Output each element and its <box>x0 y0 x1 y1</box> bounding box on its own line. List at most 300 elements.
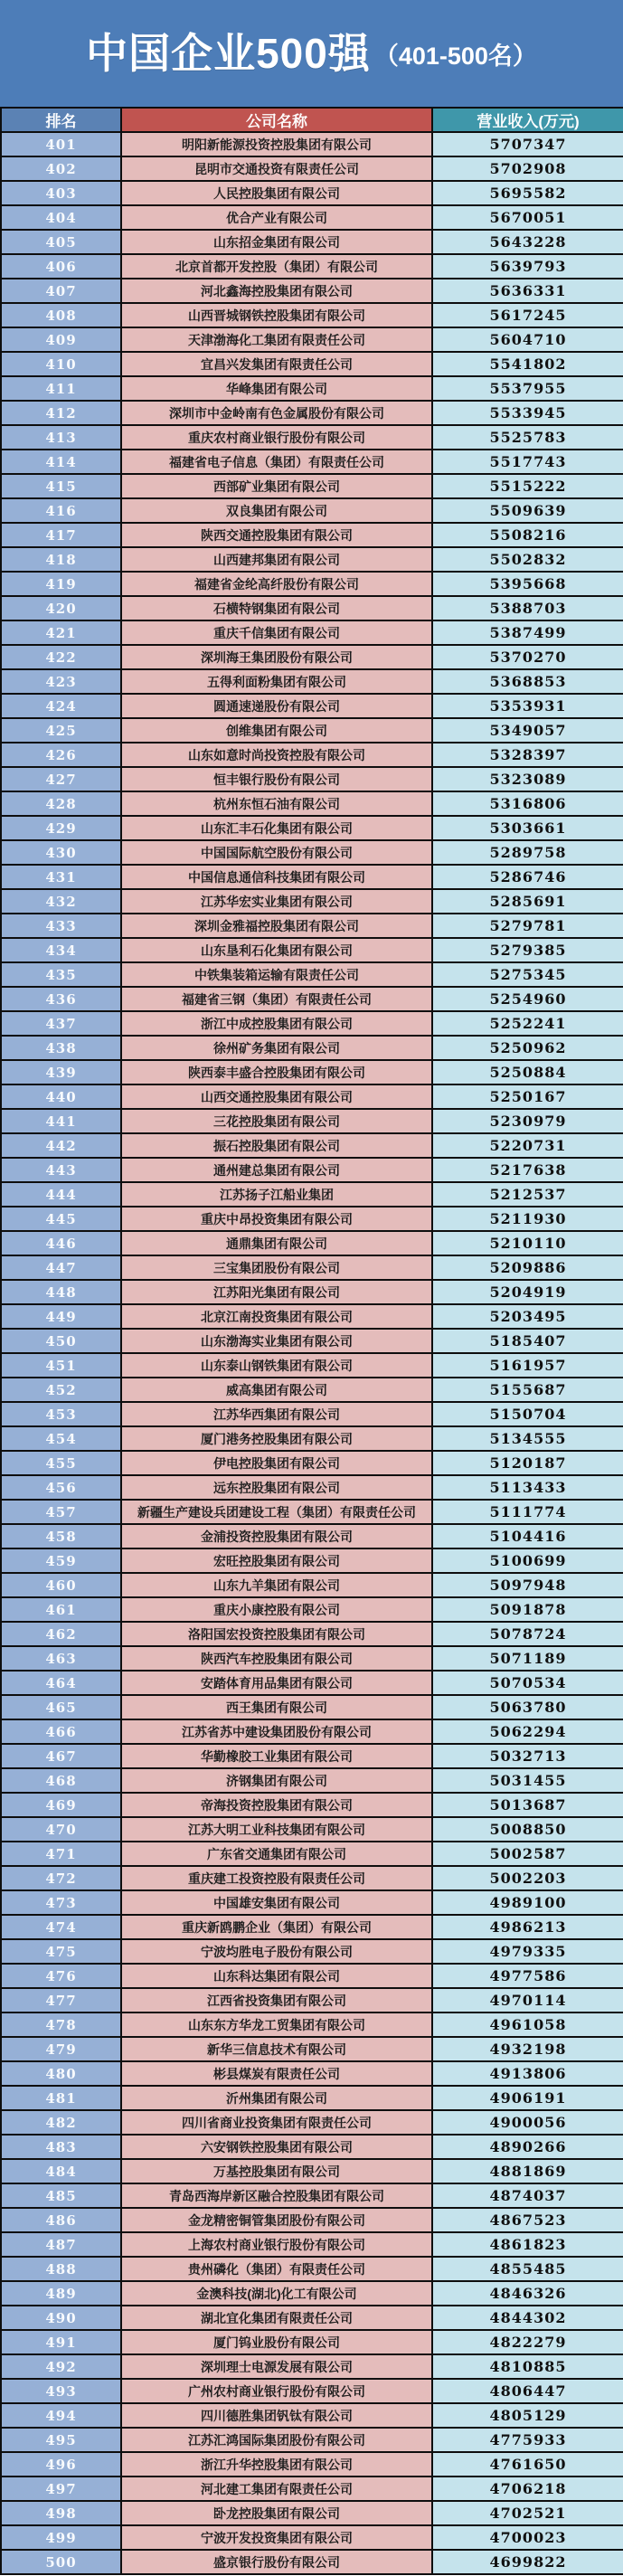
company-cell: 恒丰银行股份有限公司 <box>121 767 432 791</box>
table-row <box>1 1939 623 1964</box>
table-row <box>1 279 623 303</box>
rank-cell: 498 <box>1 2501 121 2525</box>
rank-cell: 409 <box>1 327 121 352</box>
rank-cell: 492 <box>1 2354 121 2379</box>
revenue-cell: 5091878 <box>432 1597 623 1622</box>
table-row <box>1 230 623 254</box>
company-cell: 广州农村商业银行股份有限公司 <box>121 2379 432 2403</box>
table-row <box>1 572 623 596</box>
rank-cell: 418 <box>1 547 121 572</box>
rank-cell: 433 <box>1 914 121 938</box>
revenue-cell: 5279385 <box>432 938 623 962</box>
company-cell: 深圳市中金岭南有色金属股份有限公司 <box>121 401 432 425</box>
revenue-cell: 5062294 <box>432 1719 623 1744</box>
company-cell: 陕西交通控股集团有限公司 <box>121 523 432 547</box>
rank-cell: 474 <box>1 1915 121 1939</box>
revenue-cell: 4970114 <box>432 1988 623 2012</box>
company-cell: 中国国际航空股份有限公司 <box>121 840 432 865</box>
company-cell: 深圳海王集团股份有限公司 <box>121 645 432 669</box>
revenue-cell: 5155687 <box>432 1378 623 1402</box>
revenue-cell: 5636331 <box>432 279 623 303</box>
revenue-cell: 5353931 <box>432 694 623 718</box>
table-row <box>1 1109 623 1133</box>
rank-cell: 460 <box>1 1573 121 1597</box>
table-row <box>1 181 623 205</box>
revenue-cell: 5134555 <box>432 1426 623 1451</box>
revenue-cell: 4881869 <box>432 2159 623 2183</box>
company-cell: 山西建邦集团有限公司 <box>121 547 432 572</box>
company-cell: 万基控股集团有限公司 <box>121 2159 432 2183</box>
company-cell: 山东招金集团有限公司 <box>121 230 432 254</box>
revenue-cell: 5349057 <box>432 718 623 743</box>
title-banner <box>0 0 623 107</box>
revenue-cell: 5097948 <box>432 1573 623 1597</box>
revenue-cell: 4806447 <box>432 2379 623 2403</box>
rank-cell: 403 <box>1 181 121 205</box>
table-row <box>1 327 623 352</box>
company-cell: 徐州矿务集团有限公司 <box>121 1036 432 1060</box>
company-cell: 江苏省苏中建设集团股份有限公司 <box>121 1719 432 1744</box>
revenue-cell: 4961058 <box>432 2012 623 2037</box>
rank-cell: 421 <box>1 620 121 645</box>
rank-cell: 471 <box>1 1842 121 1866</box>
company-cell: 山西晋城钢铁控股集团有限公司 <box>121 303 432 327</box>
table-row <box>1 2208 623 2232</box>
company-cell: 福建省三钢（集团）有限责任公司 <box>121 987 432 1011</box>
revenue-cell: 5537955 <box>432 376 623 401</box>
table-row <box>1 1915 623 1939</box>
rank-cell: 408 <box>1 303 121 327</box>
table-row <box>1 1158 623 1182</box>
company-cell: 江苏阳光集团有限公司 <box>121 1280 432 1304</box>
company-cell: 振石控股集团有限公司 <box>121 1133 432 1158</box>
rank-cell: 468 <box>1 1768 121 1793</box>
table-row <box>1 425 623 450</box>
company-cell: 宁波均胜电子股份有限公司 <box>121 1939 432 1964</box>
rank-cell: 444 <box>1 1182 121 1207</box>
revenue-cell: 5695582 <box>432 181 623 205</box>
revenue-cell: 4846326 <box>432 2281 623 2306</box>
company-cell: 华勤橡胶工业集团有限公司 <box>121 1744 432 1768</box>
table-row <box>1 303 623 327</box>
revenue-cell: 4855485 <box>432 2257 623 2281</box>
revenue-cell: 5203495 <box>432 1304 623 1329</box>
company-cell: 通鼎集团有限公司 <box>121 1231 432 1255</box>
table-row <box>1 352 623 376</box>
revenue-cell: 5008850 <box>432 1817 623 1842</box>
rank-cell: 426 <box>1 743 121 767</box>
rank-cell: 458 <box>1 1524 121 1548</box>
table-row <box>1 620 623 645</box>
rank-cell: 483 <box>1 2135 121 2159</box>
revenue-cell: 5113433 <box>432 1475 623 1500</box>
company-cell: 陕西泰丰盛合控股集团有限公司 <box>121 1060 432 1084</box>
table-row <box>1 1817 623 1842</box>
rank-cell: 478 <box>1 2012 121 2037</box>
table-row <box>1 889 623 914</box>
rank-cell: 435 <box>1 962 121 987</box>
revenue-cell: 5328397 <box>432 743 623 767</box>
table-row <box>1 2354 623 2379</box>
company-cell: 北京江南投资集团有限公司 <box>121 1304 432 1329</box>
rank-cell: 490 <box>1 2306 121 2330</box>
revenue-cell: 4700023 <box>432 2525 623 2550</box>
company-cell: 明阳新能源投资控股集团有限公司 <box>121 132 432 156</box>
company-cell: 昆明市交通投资有限责任公司 <box>121 156 432 181</box>
company-cell: 重庆中昂投资集团有限公司 <box>121 1207 432 1231</box>
company-cell: 盛京银行股份有限公司 <box>121 2550 432 2574</box>
table-row <box>1 1475 623 1500</box>
company-cell: 北京首都开发控股（集团）有限公司 <box>121 254 432 279</box>
revenue-cell: 5211930 <box>432 1207 623 1231</box>
table-row <box>1 450 623 474</box>
company-cell: 深圳理士电源发展有限公司 <box>121 2354 432 2379</box>
rank-cell: 452 <box>1 1378 121 1402</box>
revenue-cell: 5395668 <box>432 572 623 596</box>
table-row <box>1 132 623 156</box>
rank-cell: 425 <box>1 718 121 743</box>
rank-cell: 496 <box>1 2452 121 2477</box>
company-cell: 厦门钨业股份有限公司 <box>121 2330 432 2354</box>
company-cell: 山东垦利石化集团有限公司 <box>121 938 432 962</box>
table-row <box>1 2183 623 2208</box>
rank-cell: 440 <box>1 1084 121 1109</box>
ranking-table-body <box>1 132 623 2574</box>
company-cell: 江苏华宏实业集团有限公司 <box>121 889 432 914</box>
rank-cell: 429 <box>1 816 121 840</box>
rank-cell: 486 <box>1 2208 121 2232</box>
table-row <box>1 2525 623 2550</box>
company-cell: 三花控股集团有限公司 <box>121 1109 432 1133</box>
company-cell: 浙江升华控股集团有限公司 <box>121 2452 432 2477</box>
revenue-cell: 5541802 <box>432 352 623 376</box>
revenue-cell: 4986213 <box>432 1915 623 1939</box>
rank-cell: 480 <box>1 2061 121 2086</box>
revenue-cell: 5220731 <box>432 1133 623 1158</box>
revenue-cell: 5150704 <box>432 1402 623 1426</box>
rank-cell: 430 <box>1 840 121 865</box>
table-row <box>1 1231 623 1255</box>
revenue-cell: 5254960 <box>432 987 623 1011</box>
rank-cell: 467 <box>1 1744 121 1768</box>
ranking-table <box>0 107 623 2575</box>
revenue-cell: 4874037 <box>432 2183 623 2208</box>
revenue-cell: 5387499 <box>432 620 623 645</box>
company-cell: 重庆千信集团有限公司 <box>121 620 432 645</box>
rank-cell: 405 <box>1 230 121 254</box>
revenue-cell: 5250167 <box>432 1084 623 1109</box>
table-row <box>1 2379 623 2403</box>
company-cell: 五得利面粉集团有限公司 <box>121 669 432 694</box>
table-row <box>1 2086 623 2110</box>
table-row <box>1 401 623 425</box>
table-row <box>1 2159 623 2183</box>
rank-cell: 428 <box>1 791 121 816</box>
revenue-cell: 4822279 <box>432 2330 623 2354</box>
company-cell: 双良集团有限公司 <box>121 498 432 523</box>
rank-cell: 485 <box>1 2183 121 2208</box>
revenue-cell: 5111774 <box>432 1500 623 1524</box>
table-row <box>1 1207 623 1231</box>
rank-cell: 489 <box>1 2281 121 2306</box>
revenue-cell: 4977586 <box>432 1964 623 1988</box>
rank-cell: 441 <box>1 1109 121 1133</box>
revenue-cell: 4702521 <box>432 2501 623 2525</box>
rank-cell: 493 <box>1 2379 121 2403</box>
rank-cell: 495 <box>1 2428 121 2452</box>
company-cell: 洛阳国宏投资控股集团有限公司 <box>121 1622 432 1646</box>
company-cell: 金澳科技(湖北)化工有限公司 <box>121 2281 432 2306</box>
rank-cell: 406 <box>1 254 121 279</box>
revenue-cell: 5070534 <box>432 1671 623 1695</box>
table-row <box>1 1036 623 1060</box>
rank-cell: 437 <box>1 1011 121 1036</box>
table-row <box>1 2428 623 2452</box>
table-row <box>1 1426 623 1451</box>
rank-cell: 491 <box>1 2330 121 2354</box>
revenue-cell: 5204919 <box>432 1280 623 1304</box>
company-cell: 贵州磷化（集团）有限责任公司 <box>121 2257 432 2281</box>
table-row <box>1 1451 623 1475</box>
company-cell: 江苏华西集团有限公司 <box>121 1402 432 1426</box>
revenue-cell: 5120187 <box>432 1451 623 1475</box>
table-row <box>1 547 623 572</box>
table-row <box>1 156 623 181</box>
table-row <box>1 2501 623 2525</box>
rank-cell: 476 <box>1 1964 121 1988</box>
table-row <box>1 1988 623 2012</box>
revenue-cell: 5250962 <box>432 1036 623 1060</box>
table-row <box>1 1890 623 1915</box>
company-cell: 金龙精密铜管集团股份有限公司 <box>121 2208 432 2232</box>
company-cell: 山东如意时尚投资控股有限公司 <box>121 743 432 767</box>
company-cell: 天津渤海化工集团有限责任公司 <box>121 327 432 352</box>
rank-cell: 479 <box>1 2037 121 2061</box>
rank-cell: 420 <box>1 596 121 620</box>
company-column-header: 公司名称 <box>121 108 432 132</box>
rank-cell: 466 <box>1 1719 121 1744</box>
company-cell: 沂州集团有限公司 <box>121 2086 432 2110</box>
revenue-cell: 5250884 <box>432 1060 623 1084</box>
rank-cell: 473 <box>1 1890 121 1915</box>
table-row <box>1 1182 623 1207</box>
table-row <box>1 2012 623 2037</box>
revenue-cell: 5670051 <box>432 205 623 230</box>
table-row <box>1 1280 623 1304</box>
rank-cell: 465 <box>1 1695 121 1719</box>
table-row <box>1 474 623 498</box>
table-row <box>1 1695 623 1719</box>
table-row <box>1 523 623 547</box>
table-row <box>1 1255 623 1280</box>
company-cell: 中国信息通信科技集团有限公司 <box>121 865 432 889</box>
header-row <box>1 108 623 132</box>
company-cell: 山东科达集团有限公司 <box>121 1964 432 1988</box>
company-cell: 宜昌兴发集团有限责任公司 <box>121 352 432 376</box>
revenue-column-header: 营业收入(万元) <box>432 108 623 132</box>
revenue-cell: 4810885 <box>432 2354 623 2379</box>
revenue-cell: 5002203 <box>432 1866 623 1890</box>
page-title: 中国企业500强 <box>86 30 371 77</box>
company-cell: 陕西汽车控股集团有限公司 <box>121 1646 432 1671</box>
company-cell: 重庆农村商业银行股份有限公司 <box>121 425 432 450</box>
company-cell: 山东渤海实业集团有限公司 <box>121 1329 432 1353</box>
rank-cell: 401 <box>1 132 121 156</box>
revenue-cell: 5388703 <box>432 596 623 620</box>
table-row <box>1 743 623 767</box>
company-cell: 六安钢铁控股集团有限公司 <box>121 2135 432 2159</box>
company-cell: 江苏汇鸿国际集团股份有限公司 <box>121 2428 432 2452</box>
table-row <box>1 1597 623 1622</box>
revenue-cell: 5100699 <box>432 1548 623 1573</box>
rank-cell: 472 <box>1 1866 121 1890</box>
table-row <box>1 254 623 279</box>
revenue-cell: 4979335 <box>432 1939 623 1964</box>
table-row <box>1 2135 623 2159</box>
revenue-cell: 5031455 <box>432 1768 623 1793</box>
rank-cell: 412 <box>1 401 121 425</box>
table-row <box>1 1622 623 1646</box>
rank-cell: 427 <box>1 767 121 791</box>
revenue-cell: 5002587 <box>432 1842 623 1866</box>
company-cell: 人民控股集团有限公司 <box>121 181 432 205</box>
rank-cell: 499 <box>1 2525 121 2550</box>
table-row <box>1 1768 623 1793</box>
revenue-cell: 5643228 <box>432 230 623 254</box>
company-cell: 金浦投资控股集团有限公司 <box>121 1524 432 1548</box>
company-cell: 湖北宜化集团有限责任公司 <box>121 2306 432 2330</box>
table-row <box>1 2037 623 2061</box>
company-cell: 重庆新鸥鹏企业（集团）有限公司 <box>121 1915 432 1939</box>
table-row <box>1 718 623 743</box>
table-row <box>1 2550 623 2574</box>
company-cell: 江苏大明工业科技集团有限公司 <box>121 1817 432 1842</box>
revenue-cell: 4989100 <box>432 1890 623 1915</box>
rank-cell: 410 <box>1 352 121 376</box>
rank-cell: 438 <box>1 1036 121 1060</box>
rank-cell: 462 <box>1 1622 121 1646</box>
rank-cell: 464 <box>1 1671 121 1695</box>
table-row <box>1 2452 623 2477</box>
rank-cell: 449 <box>1 1304 121 1329</box>
company-cell: 西王集团有限公司 <box>121 1695 432 1719</box>
rank-cell: 416 <box>1 498 121 523</box>
company-cell: 浙江中成控股集团有限公司 <box>121 1011 432 1036</box>
rank-cell: 414 <box>1 450 121 474</box>
revenue-cell: 5013687 <box>432 1793 623 1817</box>
rank-cell: 454 <box>1 1426 121 1451</box>
revenue-cell: 5279781 <box>432 914 623 938</box>
rank-cell: 455 <box>1 1451 121 1475</box>
table-row <box>1 1329 623 1353</box>
table-row <box>1 1548 623 1573</box>
company-cell: 宁波开发投资集团有限公司 <box>121 2525 432 2550</box>
company-cell: 江西省投资集团有限公司 <box>121 1988 432 2012</box>
rank-cell: 488 <box>1 2257 121 2281</box>
company-cell: 济钢集团有限公司 <box>121 1768 432 1793</box>
table-row <box>1 791 623 816</box>
revenue-cell: 4890266 <box>432 2135 623 2159</box>
rank-cell: 415 <box>1 474 121 498</box>
revenue-cell: 5161957 <box>432 1353 623 1378</box>
revenue-cell: 5323089 <box>432 767 623 791</box>
rank-cell: 453 <box>1 1402 121 1426</box>
revenue-cell: 5508216 <box>432 523 623 547</box>
revenue-cell: 5104416 <box>432 1524 623 1548</box>
table-row <box>1 1842 623 1866</box>
rank-cell: 445 <box>1 1207 121 1231</box>
rank-cell: 447 <box>1 1255 121 1280</box>
table-row <box>1 1378 623 1402</box>
revenue-cell: 5533945 <box>432 401 623 425</box>
rank-cell: 431 <box>1 865 121 889</box>
rank-cell: 500 <box>1 2550 121 2574</box>
table-row <box>1 1964 623 1988</box>
revenue-cell: 5517743 <box>432 450 623 474</box>
company-cell: 西部矿业集团有限公司 <box>121 474 432 498</box>
rank-cell: 424 <box>1 694 121 718</box>
rank-cell: 497 <box>1 2477 121 2501</box>
table-row <box>1 1573 623 1597</box>
rank-cell: 402 <box>1 156 121 181</box>
revenue-cell: 5217638 <box>432 1158 623 1182</box>
revenue-cell: 5289758 <box>432 840 623 865</box>
ranking-table-header <box>1 108 623 132</box>
revenue-cell: 5370270 <box>432 645 623 669</box>
company-cell: 帝海投资控股集团有限公司 <box>121 1793 432 1817</box>
company-cell: 江苏扬子江船业集团 <box>121 1182 432 1207</box>
table-row <box>1 840 623 865</box>
company-cell: 四川德胜集团钒钛有限公司 <box>121 2403 432 2428</box>
table-row <box>1 1866 623 1890</box>
table-row <box>1 962 623 987</box>
company-cell: 厦门港务控股集团有限公司 <box>121 1426 432 1451</box>
company-cell: 新疆生产建设兵团建设工程（集团）有限责任公司 <box>121 1500 432 1524</box>
revenue-cell: 4775933 <box>432 2428 623 2452</box>
table-row <box>1 2061 623 2086</box>
table-row <box>1 816 623 840</box>
rank-cell: 475 <box>1 1939 121 1964</box>
revenue-cell: 5617245 <box>432 303 623 327</box>
rank-cell: 407 <box>1 279 121 303</box>
revenue-cell: 4913806 <box>432 2061 623 2086</box>
rank-cell: 423 <box>1 669 121 694</box>
table-row <box>1 938 623 962</box>
rank-cell: 459 <box>1 1548 121 1573</box>
company-cell: 河北鑫海控股集团有限公司 <box>121 279 432 303</box>
revenue-cell: 5702908 <box>432 156 623 181</box>
rank-cell: 494 <box>1 2403 121 2428</box>
revenue-cell: 5515222 <box>432 474 623 498</box>
table-row <box>1 2403 623 2428</box>
table-row <box>1 498 623 523</box>
table-row <box>1 2306 623 2330</box>
rank-cell: 469 <box>1 1793 121 1817</box>
revenue-cell: 4761650 <box>432 2452 623 2477</box>
rank-cell: 487 <box>1 2232 121 2257</box>
company-cell: 河北建工集团有限责任公司 <box>121 2477 432 2501</box>
table-row <box>1 669 623 694</box>
rank-cell: 439 <box>1 1060 121 1084</box>
rank-cell: 442 <box>1 1133 121 1158</box>
table-row <box>1 1744 623 1768</box>
table-row <box>1 1524 623 1548</box>
revenue-cell: 5078724 <box>432 1622 623 1646</box>
revenue-cell: 4805129 <box>432 2403 623 2428</box>
revenue-cell: 5639793 <box>432 254 623 279</box>
rank-cell: 450 <box>1 1329 121 1353</box>
revenue-cell: 5303661 <box>432 816 623 840</box>
